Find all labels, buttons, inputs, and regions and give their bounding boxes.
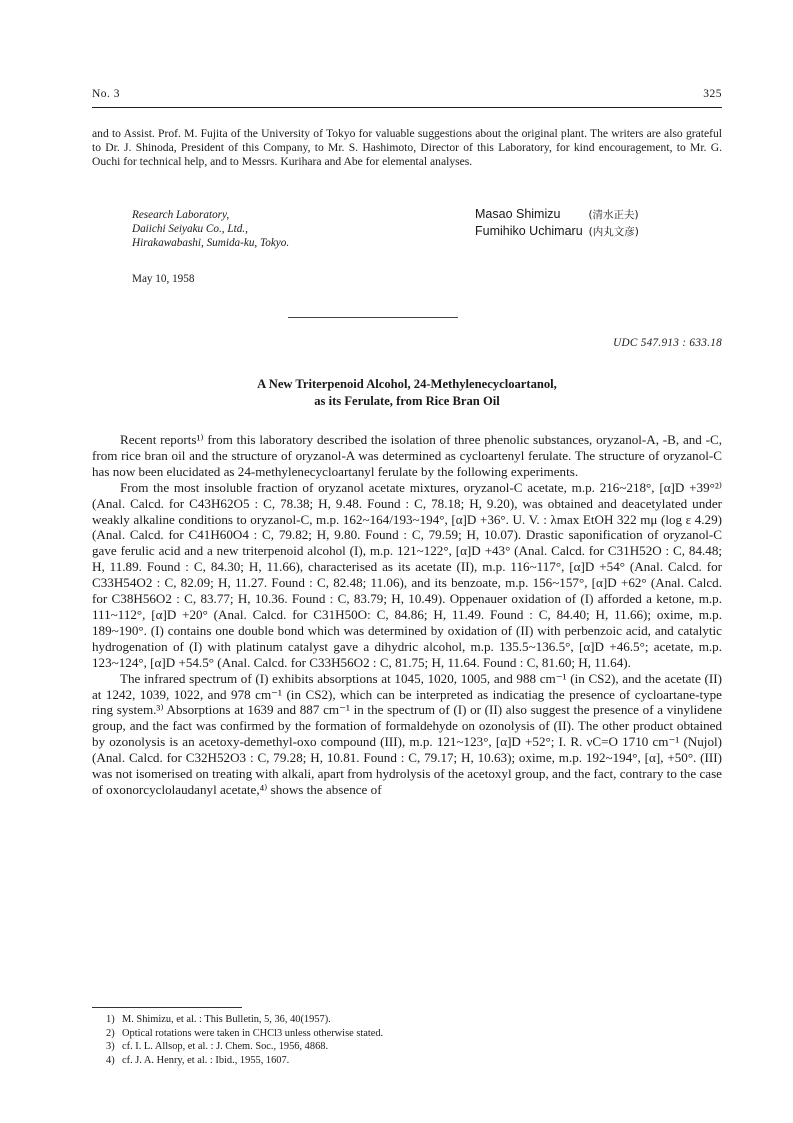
footnote (106, 1027, 383, 1041)
footnote (106, 1054, 383, 1068)
footnote (106, 1040, 383, 1054)
affiliation-line: Daiichi Seiyaku Co., Ltd., (132, 223, 248, 235)
section-divider (288, 317, 458, 318)
body-paragraph: The infrared spectrum of (I) exhibits absorptions at 1045, 1020, 1005, and 988 cm⁻¹ (in CS2), and the acetate (II) at 1242, 1039, 1022, and 978 cm⁻¹ (in CS2), which can be interpreted as indicatiag the presence of cycloartane-type ring system.³⁾ Absorptions at 1639 and 887 cm⁻¹ in the spectrum of (I) or (II) also suggest the presence of a vinylidene group, and the fact was confirmed by the formation of formaldehyde on ozonolysis of (II). The other product obtained by ozonolysis is an acetoxy-demethyl-oxo compound (III), m.p. 121~123°, [α]D +52°; I. R. νC=O 1710 cm⁻¹ (Nujol) (Anal. Calcd. for C32H52O3 : C, 79.28; H, 10.81. Found : C, 79.17; H, 10.63); oxime, m.p. 192~194°, [α], +50°. (III) was not isomerised on treating with alkali, apart from hydrolysis of the acetoxyl group, and the fact, contrary to the case of oxonorcyclolaudanyl acetate,⁴⁾ shows the absence of (92, 670, 722, 797)
footnote-text: cf. I. L. Allsop, et al. : J. Chem. Soc., 1956, 4868. (122, 1041, 329, 1053)
footnote-text: M. Shimizu, et al. : This Bulletin, 5, 36, 40(1957). (122, 1014, 331, 1025)
header-rule (92, 107, 722, 108)
footnote-rule (92, 1007, 242, 1008)
footnote-number: 3) (106, 1041, 115, 1053)
footnote-text: cf. J. A. Henry, et al. : Ibid., 1955, 1607. (122, 1054, 290, 1066)
body-paragraph: Recent reports¹⁾ from this laboratory described the isolation of three phenolic substances, oryzanol-A, -B, and -C, from rice bran oil and the structure of oryzanol-A was determined as cycloartenyl ferulate. The structure of oryzanol-C has now been elucidated as 24-methylenecycloartanyl ferulate by the following experiments. (92, 432, 722, 479)
body-paragraph: From the most insoluble fraction of oryzanol acetate mixtures, oryzanol-C acetate, m.p. 216~218°, [α]D +39°²⁾ (Anal. Calcd. for C43H62O5 : C, 78.38; H, 9.48. Found : C, 78.18; H, 9.20), was obtained and deacetylated under weakly alkaline conditions to oryzanol-C, m.p. 162~164/193~194°, [α]D +36°. U. V. : λmax EtOH 322 mμ (log ε 4.29) (Anal. Calcd. for C41H60O4 : C, 79.82; H, 9.80. Found : C, 79.59; H, 10.07). Drastic saponification of oryzanol-C gave ferulic acid and a new triterpenoid alcohol (I), m.p. 121~122°, [α]D +43° (Anal. Calcd. for C31H52O : C, 84.48; H, 11.89. Found : C, 84.30; H, 11.66), characterised as its acetate (II), m.p. 116~117°, [α]D +54° (Anal. Calcd. for C33H54O2 : C, 82.09; H, 11.27. Found : C, 82.48; 11.06), and its benzoate, m.p. 156~157°, [α]D +62° (Anal. Calcd. for C38H56O2 : C, 83.77; H, 10.36. Found : C, 83.79; H, 10.49). Oppenauer oxidation of (I) afforded a ketone, m.p. 111~112°, [α]D +20° (Anal. Calcd. for C31H50O: C, 84.86; H, 11.49. Found : C, 84.40; H, 11.66); oxime, m.p. 189~190°. (I) contains one double bond which was determined by oxidation of (II) with perbenzoic acid, and catalytic hydrogenation of (I) with platinum catalyst gave a dihydric alcohol, m.p. 135.5~136.5°, [α]D +46.5°; acetate, m.p. 123~124°, [α]D +54.5° (Anal. Calcd. for C33H56O2 : C, 81.75; H, 11.64. Found : C, 81.60; H, 11.64). (92, 479, 722, 670)
footnote-number: 1) (106, 1014, 115, 1025)
author-name: Masao Shimizu (475, 207, 561, 221)
footnote-number: 2) (106, 1027, 115, 1039)
footnote-text: Optical rotations were taken in CHCl3 unless otherwise stated. (122, 1027, 384, 1039)
udc-code: UDC 547.913 : 633.18 (613, 337, 722, 349)
title-line: A New Triterpenoid Alcohol, 24-Methylenecycloartanol, (257, 377, 557, 391)
author-kanji: (内丸文彦) (588, 226, 639, 238)
article-body (92, 432, 722, 798)
affiliation-line: Research Laboratory, (132, 209, 230, 221)
footnote (106, 1013, 383, 1027)
footnote-number: 4) (106, 1054, 115, 1066)
affiliation (132, 208, 289, 250)
footnotes (106, 1013, 383, 1067)
issue-number: No. 3 (92, 88, 121, 100)
article-title (92, 376, 722, 410)
affiliation-line: Hirakawabashi, Sumida-ku, Tokyo. (132, 237, 290, 249)
received-date: May 10, 1958 (132, 273, 195, 285)
author (475, 223, 639, 240)
author-list (475, 206, 639, 240)
page-number: 325 (703, 88, 722, 100)
author (475, 206, 639, 223)
author-name: Fumihiko Uchimaru (475, 224, 583, 238)
acknowledgement-paragraph: and to Assist. Prof. M. Fujita of the University of Tokyo for valuable suggestions about the original plant. The writers are also grateful to Dr. J. Shinoda, President of this Company, to Mr. S. Hashimoto, Director of this Laboratory, for kind encouragement, to Mr. G. Ouchi for technical help, and to Messrs. Kurihara and Abe for elemental analyses. (92, 127, 722, 169)
author-kanji: (清水正夫) (588, 209, 639, 221)
title-line: as its Ferulate, from Rice Bran Oil (314, 394, 500, 408)
